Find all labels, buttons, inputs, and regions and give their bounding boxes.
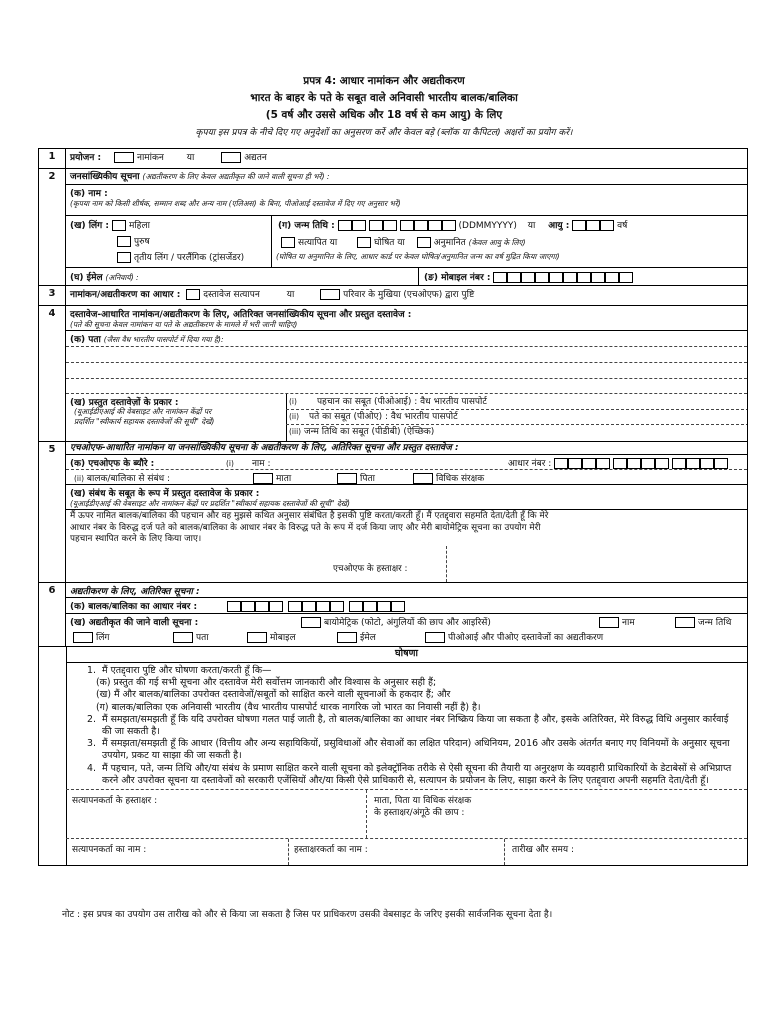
- mobile-label: (ङ) मोबाइल नंबर :: [424, 273, 491, 283]
- section-1: [39, 149, 747, 169]
- gender-label: (ख) लिंग :: [70, 221, 109, 231]
- age-label: आयु :: [548, 221, 570, 231]
- update-name-label: नाम: [622, 618, 635, 628]
- doc-verification-checkbox[interactable]: [186, 289, 200, 300]
- third-gender-label: तृतीय लिंग / परलैंगिक (ट्रांसजेंडर): [134, 253, 245, 263]
- consent-text: आधार नंबर के विरुद्ध दर्ज पते को बालक/बालिका के आधार नंबर के विरुद्ध पते के रूप में दर्ज किया जाए और मेरी बायोमेट्रिक सूचना का उपयोग मेरी: [70, 522, 541, 533]
- guardian-checkbox[interactable]: [413, 473, 433, 484]
- section-number: 1: [39, 149, 66, 168]
- enrolment-checkbox[interactable]: [114, 152, 134, 163]
- docs-hint: (यूआईडीएआई की वेबसाइट और नामांकन केंद्रों पर: [74, 407, 212, 416]
- form-instruction: कृपया इस प्रपत्र के नीचे दिए गए अनुदेशों का अनुसरण करें और केवल बड़े (ब्लॉक या कैपिटल) अक्षरों का प्रयोग करें।: [195, 128, 573, 138]
- address-hint: (जैसा वैध भारतीय पासपोर्ट में दिया गया है):: [103, 335, 224, 344]
- item-number: (i): [226, 459, 234, 468]
- verifier-signature-label: सत्यापनकर्ता के हस्ताक्षर :: [72, 796, 158, 807]
- mobile-boxes[interactable]: [493, 273, 633, 283]
- hof-based-label: एचओएफ-आधारित नामांकन या जनसांख्यिकीय सूचना के अद्यतीकरण के लिए, अतिरिक्त सूचना और प्रस्तुत दस्तावेज :: [70, 443, 459, 453]
- section-number: 4: [39, 306, 66, 441]
- update-option-label: अद्यतन: [244, 153, 267, 163]
- years-label: वर्ष: [617, 221, 628, 231]
- update-mobile-checkbox[interactable]: [247, 632, 267, 643]
- update-name-checkbox[interactable]: [599, 617, 619, 628]
- hof-signature-label: एचओएफ के हस्ताक्षर :: [333, 564, 408, 574]
- hof-consent-block: [66, 510, 747, 582]
- pdb-doc: जन्म तिथि का सबूत (पीडीबी) (ऐच्छिक): [303, 427, 435, 437]
- father-label: पिता: [360, 474, 375, 484]
- declaration-title: घोषणा: [66, 647, 747, 663]
- dob-label: (ग) जन्म तिथि :: [278, 221, 335, 231]
- update-dob-checkbox[interactable]: [675, 617, 695, 628]
- child-aadhaar-label: (क) बालक/बालिका का आधार नंबर :: [70, 602, 198, 612]
- verified-label: सत्यापित या: [298, 238, 338, 248]
- hof-name-label: नाम :: [251, 459, 271, 469]
- demographic-info-label: जनसांख्यिकीय सूचना: [70, 172, 140, 182]
- email-label: (घ) ईमेल: [70, 273, 103, 283]
- guardian-label: विधिक संरक्षक: [436, 474, 485, 484]
- parent-signature-label: माता, पिता या विधिक संरक्षक: [374, 796, 472, 807]
- enrolment-option-label: नामांकन: [136, 153, 164, 163]
- declared-label: घोषित या: [374, 238, 405, 248]
- relation-proof-label: (ख) संबंध के सबूत के रूप में प्रस्तुत दस्तावेज के प्रकार :: [70, 489, 260, 499]
- poa-doc: पते का सबूत (पीओए) : वैध भारतीय पासपोर्ट: [309, 412, 458, 422]
- name-label: (क) नाम :: [70, 189, 108, 199]
- docs-hint: प्रदर्शित "स्वीकार्य सहायक दस्तावेजों की सूची" देखें): [74, 417, 215, 426]
- declaration-subitem: (ख) मैं और बालक/बालिका उपरोक्त दस्तावेजों/सबूतों को साक्षित करने वाली सूचनाओं के हकदार हैं; और: [96, 689, 451, 701]
- poi-doc: पहचान का सबूत (पीओआई) : वैध भारतीय पासपोर्ट: [316, 397, 487, 407]
- docs-block: [66, 394, 747, 441]
- doc-based-label: दस्तावेज-आधारित नामांकन/अद्यतीकरण के लिए, अतिरिक्त जनसांख्यिकीय सूचना और प्रस्तुत दस्तावेज :: [70, 310, 412, 320]
- dob-boxes[interactable]: [338, 221, 456, 231]
- declaration-subitem: (क) प्रस्तुत की गई सभी सूचना और दस्तावेज मेरी सर्वोत्तम जानकारी और विश्वास के अनुसार सही हैं;: [96, 677, 437, 689]
- mother-checkbox[interactable]: [253, 473, 273, 484]
- consent-text: मैं ऊपर नामित बालक/बालिका की पहचान और वह मुझसे कथित अनुसार संबंधित है इसकी पुष्टि करता/करती हूँ। मैं एतद्द्वारा सहमति देता/देती हूँ कि मेरे: [70, 511, 549, 521]
- dob-format: (DDMMYYYY): [458, 221, 517, 231]
- update-gender-label: लिंग: [96, 633, 110, 643]
- item-number: (ii): [74, 474, 85, 483]
- gender-dob-block: [66, 216, 747, 268]
- section-number: 3: [39, 286, 66, 305]
- date-time-label: तारीख और समय :: [512, 845, 575, 856]
- parent-signature-label: के हस्ताक्षर/अंगूठे की छाप :: [374, 808, 465, 819]
- contact-block: [66, 268, 747, 285]
- doc-number: (iii): [289, 427, 302, 436]
- name-hint: (कृपया नाम को किसी शीर्षक, सम्मान शब्द और अन्य नाम (एलिअस) के बिना, पीओआई दस्तावेज में दिए गए अनुसार भरें): [70, 199, 401, 208]
- update-docs-label: पीओआई और पीओए दस्तावेजों का अद्यतीकरण: [448, 633, 604, 643]
- approx-label: अनुमानित: [433, 238, 466, 248]
- update-email-label: ईमेल: [360, 633, 376, 643]
- form-age-range: (5 वर्ष और उससे अधिक और 18 वर्ष से कम आयु) के लिए: [265, 109, 503, 121]
- hof-name-row: [66, 455, 747, 470]
- declaration-section: [39, 647, 747, 865]
- form-subtitle: भारत के बाहर के पते के सबूत वाले अनिवासी भारतीय बालक/बालिका: [250, 92, 518, 104]
- male-label: पुरुष: [134, 237, 150, 247]
- signature-block: [66, 789, 747, 838]
- update-address-label: पता: [196, 633, 209, 643]
- enrolment-form: [38, 148, 748, 866]
- doc-verification-label: दस्तावेज सत्यापन: [203, 290, 260, 300]
- section-2: [39, 169, 747, 286]
- section-5: [39, 442, 747, 583]
- female-checkbox[interactable]: [112, 220, 126, 231]
- update-checkbox[interactable]: [221, 152, 241, 163]
- relation-proof-hint: (यूआईडीएआई की वेबसाइट और नामांकन केंद्रों पर प्रदर्शित "स्वीकार्य सहायक दस्तावेजों की सूची" देखें): [70, 499, 350, 508]
- footer-note: नोट : इस प्रपत्र का उपयोग उस तारीख को और से किया जा सकता है जिस पर प्राधिकरण उसकी वेबसाइट के जरिए इसकी सार्वजनिक सूचना देता है।: [62, 909, 553, 920]
- signer-name-label: हस्ताक्षरकर्ता का नाम :: [294, 845, 368, 856]
- hof-details-label: (क) एचओएफ के ब्यौरे :: [70, 459, 155, 469]
- declaration-item: मैं समझता/समझती हूँ कि आधार (वित्तीय और अन्य सहायिकियों, प्रसुविधाओं और सेवाओं का लक्षित परिदान) अधिनियम, 2016 और उसके अंतर्गत बनाए गए विनियमों के अनुसार सूचना उपयोग, प्रकट या साझा की जा सकती है।: [102, 738, 730, 762]
- form-title: प्रपत्र 4: आधार नामांकन और अद्यतीकरण: [303, 75, 465, 87]
- relation-row: [66, 470, 747, 485]
- address-label: (क) पता: [70, 335, 101, 345]
- update-info-label: अद्यतीकरण के लिए, अतिरिक्त सूचना :: [70, 587, 200, 597]
- purpose-label: प्रयोजन :: [70, 153, 102, 163]
- update-gender-checkbox[interactable]: [73, 632, 93, 643]
- email-hint: (अनिवार्य) :: [105, 273, 139, 282]
- declared-checkbox[interactable]: [357, 237, 371, 248]
- verified-checkbox[interactable]: [281, 237, 295, 248]
- dob-note: (घोषित या अनुमानित के लिए, आधार कार्ड पर केवल घोषित/अनुमानित जन्म का वर्ष मुद्रित किया जाएगा): [276, 252, 560, 261]
- update-email-checkbox[interactable]: [337, 632, 357, 643]
- demographic-info-hint: (अद्यतीकरण के लिए केवल अद्यतीकृत की जाने वाली सूचना ही भरें) :: [142, 172, 330, 181]
- update-docs-checkbox[interactable]: [425, 632, 445, 643]
- child-aadhaar-boxes[interactable]: [227, 602, 405, 612]
- section-number: 5: [39, 442, 66, 582]
- section-4: [39, 306, 747, 442]
- male-checkbox[interactable]: [117, 236, 131, 247]
- declaration-text: 1. मैं एतद्द्वारा पुष्टि और घोषणा करता/करती हूँ कि— (क) प्रस्तुत की गई सभी सूचना और दस्तावेज मेरी सर्वोत्तम जानकारी और विश्वास के अनुसार सही हैं; (ख) मैं और बालक/बालिका उपरोक्त दस्तावेजों/सबूतों को साक्षित करने वाली सूचनाओं के हकदार हैं; और (ग) बालक/बालिका एक अनिवासी भारतीय (वैध भारतीय पासपोर्ट धारक नागरिक जो भारत का निवासी नहीं है) है। 2. मैं समझता/समझती हूँ कि यदि उपरोक्त घोषणा गलत पाई जाती है, तो बालक/बालिका का आधार नंबर निष्क्रिय किया जा सकता है और, इसके अतिरिक्त, मेरे विरुद्ध विधि अनुसार कार्रवाई की जा सकती है। 3. मैं समझता/समझती हूँ कि आधार (वित्तीय और अन्य सहायिकियों, प्रसुविधाओं और सेवाओं का लक्षित परिदान) अधिनियम, 2016 और उसके अंतर्गत बनाए गए विनियमों के अनुसार सूचना उपयोग, प्रकट या साझा की जा सकती है। 4. मैं पहचान, पते, जन्म तिथि और/या संबंध के प्रमाण साक्षित करने वाली सूचना को इलेक्ट्रॉनिक तरीके से ऐसी सूचना की तैयारी या अनुरक्षण के व्यवहारी प्राधिकारियों के डेटाबेसों से अभिप्राप्त करने और उपरोक्त सूचना या दस्तावेजों को सरकारी एजेंसियों और/या किसी ऐसे प्राधिकारी से, सत्यापन के प्रयोजन के लिए, साझा करने के लिए एतद्द्वारा अपनी सहमति देता/देती हूँ।: [66, 663, 747, 789]
- relation-label: बालक/बालिका से संबंध :: [86, 474, 171, 484]
- or-label: या: [286, 290, 295, 300]
- update-mobile-label: मोबाइल: [270, 633, 296, 643]
- address-line[interactable]: [66, 347, 747, 363]
- declaration-subitem: (ग) बालक/बालिका एक अनिवासी भारतीय (वैध भारतीय पासपोर्ट धारक नागरिक जो भारत का निवासी नहीं है) है।: [96, 701, 481, 713]
- biometric-checkbox[interactable]: [301, 617, 321, 628]
- declaration-item: मैं पहचान, पते, जन्म तिथि और/या संबंध के प्रमाण साक्षित करने वाली सूचना को इलेक्ट्रॉनिक तरीके से ऐसी सूचना की तैयारी या अनुरक्षण के व्यवहारी प्राधिकारियों के डेटाबेसों से अभिप्राप्त करने और उपरोक्त सूचना या दस्तावेजों को सरकारी एजेंसियों और/या किसी ऐसे प्राधिकारी से, सत्यापन के प्रयोजन के लिए, साझा करने के लिए एतद्द्वारा अपनी सहमति देता/देती हूँ।: [102, 762, 732, 786]
- declaration-item: मैं समझता/समझती हूँ कि यदि उपरोक्त घोषणा गलत पाई जाती है, तो बालक/बालिका का आधार नंबर निष्क्रिय किया जा सकता है और, इसके अतिरिक्त, मेरे विरुद्ध विधि अनुसार कार्रवाई की जा सकती है।: [102, 713, 729, 738]
- hof-label: परिवार के मुखिया (एचओएफ) द्वारा पुष्टि: [343, 290, 475, 300]
- or-label: या: [527, 221, 536, 231]
- doc-number: (i): [289, 397, 297, 406]
- update-fields-label: (ख) अद्यतीकृत की जाने वाली सूचना :: [70, 618, 199, 628]
- father-checkbox[interactable]: [337, 473, 357, 484]
- update-fields-block: [66, 614, 747, 646]
- approx-hint: (केवल आयु के लिए): [468, 238, 526, 247]
- hof-aadhaar-boxes[interactable]: [554, 459, 728, 469]
- biometric-label: बायोमेट्रिक (फोटो, अंगुलियों की छाप और आइरिसें): [324, 618, 491, 628]
- section-6: [39, 583, 747, 647]
- update-dob-label: जन्म तिथि: [698, 618, 732, 628]
- consent-text: पहचान स्थापित करने के लिए किया जाए।: [70, 534, 202, 544]
- age-boxes[interactable]: [572, 221, 614, 231]
- basis-label: नामांकन/अद्यतीकरण का आधार :: [70, 290, 181, 300]
- section-3: [39, 286, 747, 306]
- doc-number: (ii): [289, 412, 300, 421]
- doc-based-hint: (पते की सूचना केवल नामांकन या पते के अद्यतीकरण के मामले में भरी जानी चाहिए): [70, 320, 298, 329]
- verifier-name-label: सत्यापनकर्ता का नाम :: [72, 845, 147, 856]
- approx-checkbox[interactable]: [417, 237, 431, 248]
- section-number: 2: [39, 169, 66, 285]
- female-label: महिला: [128, 221, 150, 231]
- declaration-item: मैं एतद्द्वारा पुष्टि और घोषणा करता/करती हूँ कि—: [102, 665, 272, 676]
- mother-label: माता: [276, 474, 292, 484]
- section-number: 6: [39, 583, 66, 646]
- hof-checkbox[interactable]: [320, 289, 340, 300]
- update-address-checkbox[interactable]: [173, 632, 193, 643]
- third-gender-checkbox[interactable]: [117, 252, 131, 263]
- signature-names-block: [66, 838, 747, 865]
- address-line[interactable]: [66, 379, 747, 394]
- hof-aadhaar-label: आधार नंबर :: [508, 459, 552, 469]
- docs-label: (ख) प्रस्तुत दस्तावेज़ों के प्रकार :: [70, 398, 179, 408]
- address-line[interactable]: [66, 363, 747, 379]
- or-label: या: [186, 153, 195, 163]
